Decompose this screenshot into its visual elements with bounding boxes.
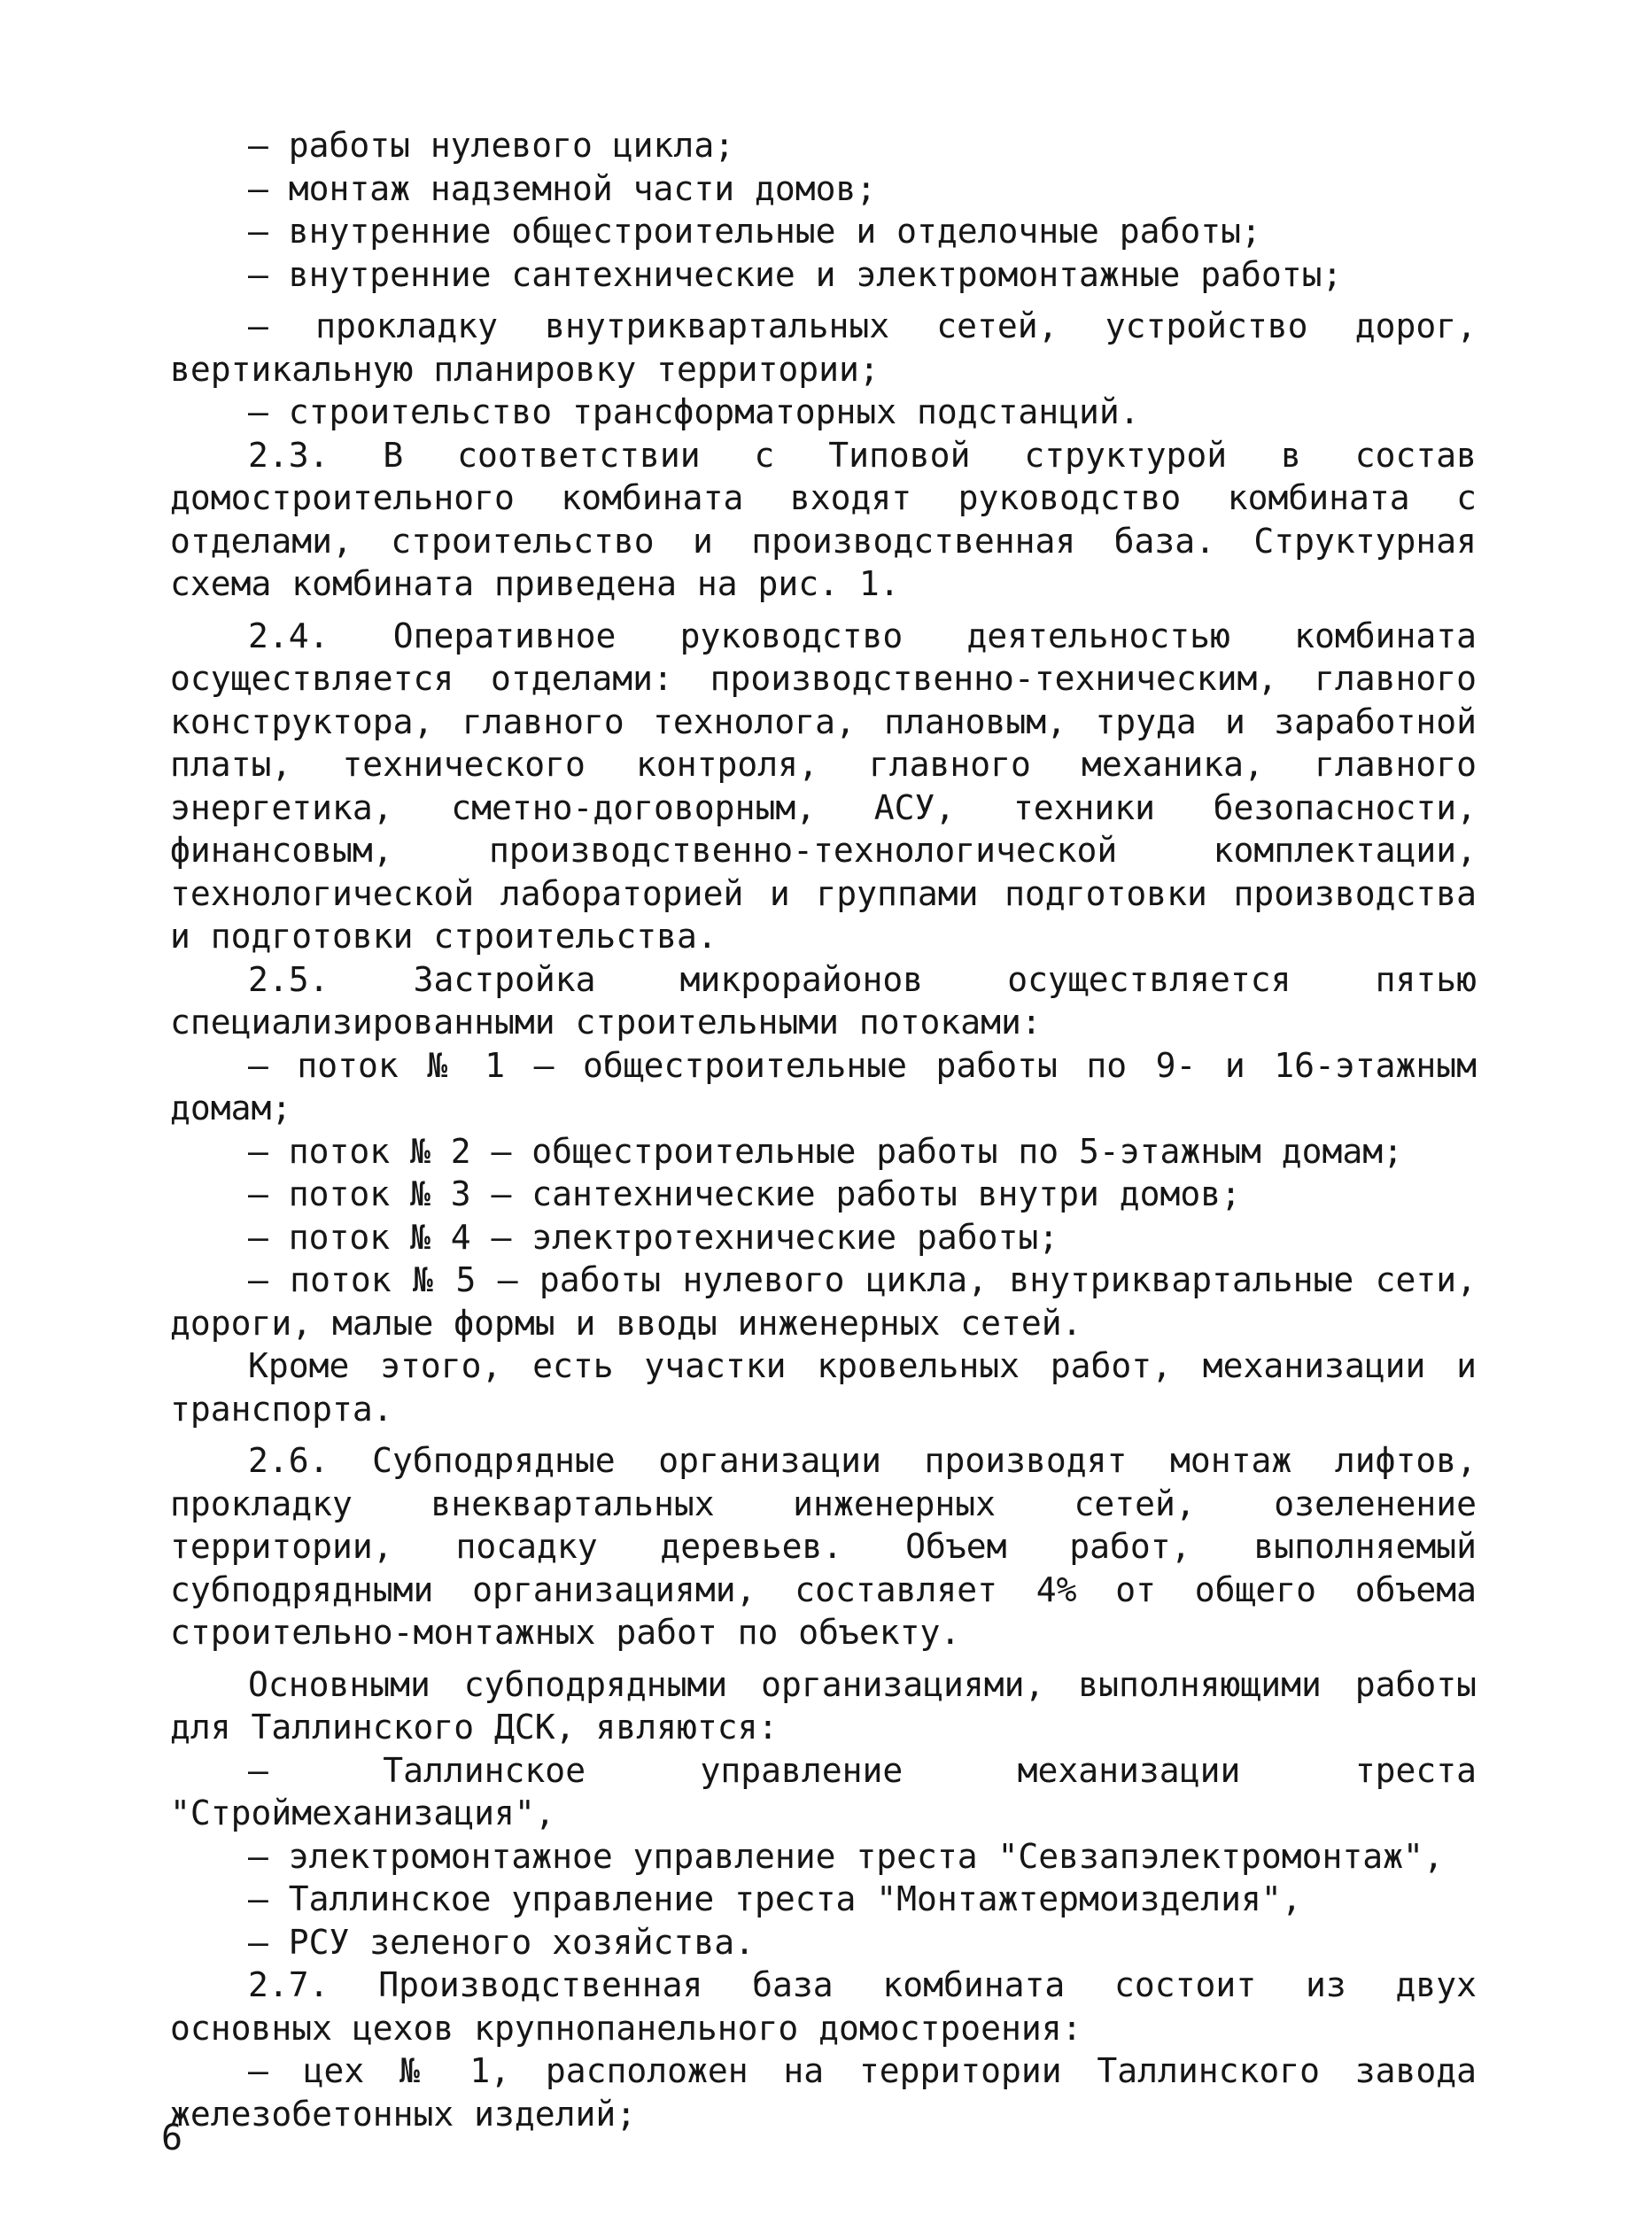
- body-text: [170, 124, 1477, 2135]
- list-item: – прокладку внутриквартальных сетей, устройство дорог, вертикальную планировку территории;: [170, 306, 1477, 389]
- list-item: – РСУ зеленого хозяйства.: [248, 1922, 755, 1962]
- paragraph-2-4: 2.4. Оперативное руководство деятельностью комбината осуществляется отделами: производственно-техническим, главного конструктора, главного технолога, плановым, труда и заработной платы, технического контроля, главного механика, главного энергетика, сметно-договорным, АСУ, техники безопасности, финансовым, производственно-технологической комплектации, технологической лабораторией и группами подготовки производства и подготовки строительства.: [170, 616, 1477, 956]
- paragraph-2-5: 2.5. Застройка микрорайонов осуществляется пятью специализированными строительными потоками:: [170, 959, 1477, 1042]
- page-number: 6: [161, 2118, 183, 2158]
- list-item: – строительство трансформаторных подстанций.: [248, 392, 1140, 431]
- list-item: – работы нулевого цикла;: [248, 126, 735, 165]
- paragraph-2-3: 2.3. В соответствии с Типовой структурой в состав домостроительного комбината входят руководство комбината с отделами, строительство и производственная база. Структурная схема комбината приведена на рис. 1.: [170, 435, 1477, 603]
- paragraph-2-6: 2.6. Субподрядные организации производят монтаж лифтов, прокладку внеквартальных инженерных сетей, озеленение территории, посадку деревьев. Объем работ, выполняемый субподрядными организациями, составляет 4% от общего объема строительно-монтажных работ по объекту.: [170, 1441, 1477, 1652]
- list-item: – поток № 5 – работы нулевого цикла, внутриквартальные сети, дороги, малые формы и вводы инженерных сетей.: [170, 1260, 1477, 1343]
- list-item: – внутренние сантехнические и электромонтажные работы;: [248, 254, 1343, 294]
- paragraph-subcontractors: Основными субподрядными организациями, выполняющими работы для Таллинского ДСК, являются:: [170, 1664, 1477, 1747]
- paragraph-2-7: 2.7. Производственная база комбината состоит из двух основных цехов крупнопанельного домостроения:: [170, 1965, 1477, 2048]
- list-item: – Таллинское управление механизации треста "Строймеханизация",: [170, 1750, 1477, 1832]
- paragraph-extra-sections: Кроме этого, есть участки кровельных работ, механизации и транспорта.: [170, 1346, 1477, 1429]
- list-item: – монтаж надземной части домов;: [248, 168, 877, 208]
- list-item: – Таллинское управление треста "Монтажтермоизделия",: [248, 1879, 1302, 1918]
- list-item: – внутренние общестроительные и отделочные работы;: [248, 212, 1261, 251]
- list-item: – электромонтажное управление треста "Севзапэлектромонтаж",: [248, 1836, 1444, 1876]
- list-item: – поток № 4 – электротехнические работы;: [248, 1217, 1059, 1257]
- list-item: – поток № 1 – общестроительные работы по 9- и 16-этажным домам;: [170, 1045, 1477, 1127]
- list-item: – поток № 3 – сантехнические работы внутри домов;: [248, 1174, 1242, 1213]
- list-item: – цех № 1, расположен на территории Таллинского завода железобетонных изделий;: [170, 2051, 1477, 2134]
- list-item: – поток № 2 – общестроительные работы по 5-этажным домам;: [248, 1131, 1404, 1171]
